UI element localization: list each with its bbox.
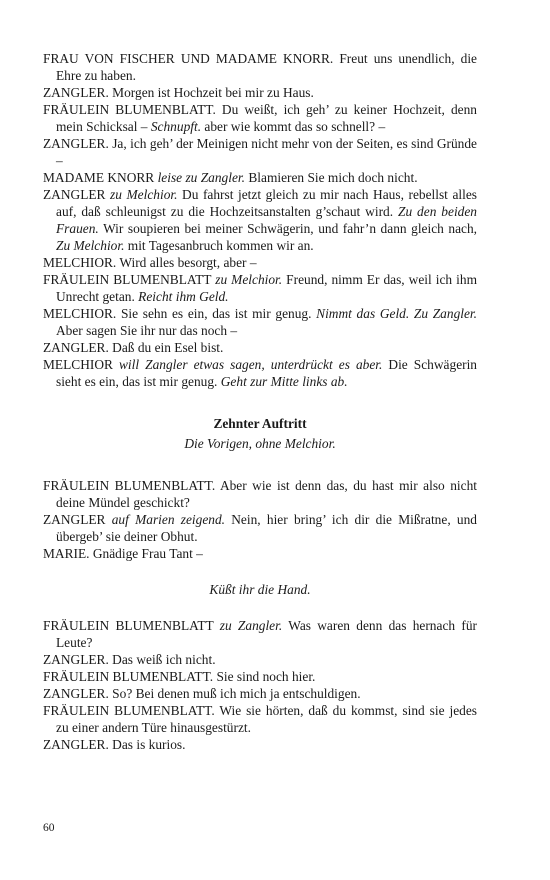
dialogue-text: ZANGLER (43, 512, 112, 527)
stage-direction-inline: Zu Melchior. (56, 238, 125, 253)
dialogue-text: MARIE. Gnädige Frau Tant – (43, 546, 203, 561)
scene-heading: Zehnter Auftritt (213, 416, 307, 431)
stage-direction-inline: will Zangler etwas sagen, unterdrückt es aber. (118, 357, 383, 372)
dialogue-line (43, 356, 477, 390)
dialogue-line (43, 169, 477, 186)
dialogue-line (43, 50, 477, 84)
dialogue-text: ZANGLER. Daß du ein Esel bist. (43, 340, 224, 355)
stage-direction-inline: leise zu Zangler. (157, 170, 245, 185)
dialogue-block-3 (43, 617, 477, 753)
dialogue-line (43, 511, 477, 545)
dialogue-text: FRÄULEIN BLUMENBLATT (43, 272, 216, 287)
dialogue-text: FRÄULEIN BLUMENBLATT. Wie sie hörten, daß du kommst, sind sie jedes zu einer andern Türe hinausgestürzt. (43, 703, 477, 735)
dialogue-text: Freund, nimm Er das, weil ich ihm Unrecht getan. (56, 272, 477, 304)
dialogue-line (43, 271, 477, 305)
page-body (43, 50, 477, 753)
dialogue-line (43, 702, 477, 736)
dialogue-text: ZANGLER (43, 187, 111, 202)
dialogue-line (43, 477, 477, 511)
dialogue-text: aber wie kommt das so schnell? – (201, 119, 386, 134)
dialogue-line (43, 617, 477, 651)
dialogue-text: MELCHIOR. Sie sehn es ein, das ist mir genug. (43, 306, 317, 321)
dialogue-line (43, 84, 477, 101)
stage-direction-inline: zu Zangler. (219, 618, 283, 633)
dialogue-line (43, 339, 477, 356)
dialogue-text: Blamieren Sie mich doch nicht. (245, 170, 418, 185)
stage-direction-inline: Nimmt das Geld. Zu Zangler. (316, 306, 478, 321)
dialogue-text: ZANGLER. Das is kurios. (43, 737, 186, 752)
dialogue-text: FRÄULEIN BLUMENBLATT. Du weißt, ich geh’ zu keiner Hochzeit, denn mein Schicksal – (43, 102, 477, 134)
stage-direction-inline: Schnupft. (150, 119, 202, 134)
dialogue-text: Aber sagen Sie ihr nur das noch – (56, 323, 238, 338)
dialogue-text: MELCHIOR. Wird alles besorgt, aber – (43, 255, 257, 270)
dialogue-line (43, 668, 477, 685)
dialogue-line (43, 135, 477, 169)
dialogue-line (43, 186, 477, 254)
dialogue-line (43, 305, 477, 339)
dialogue-line (43, 651, 477, 668)
dialogue-text: ZANGLER. Das weiß ich nicht. (43, 652, 216, 667)
dialogue-text: MADAME KNORR (43, 170, 158, 185)
dialogue-text: FRÄULEIN BLUMENBLATT (43, 618, 220, 633)
dialogue-line (43, 254, 477, 271)
dialogue-text: Du fahrst jetzt gleich zu mir nach Haus, rebellst alles auf, daß schleunigst zu die Hochzeitsanstalten g’schaut wird. (56, 187, 477, 219)
dialogue-line (43, 736, 477, 753)
stage-direction-inline: zu Melchior. (110, 187, 178, 202)
dialogue-line (43, 685, 477, 702)
dialogue-block-2 (43, 477, 477, 562)
stage-direction-inline: zu Melchior. (215, 272, 283, 287)
dialogue-text: Was waren denn das hernach für Leute? (56, 618, 477, 650)
dialogue-text: FRÄULEIN BLUMENBLATT. Sie sind noch hier. (43, 669, 316, 684)
dialogue-line (43, 101, 477, 135)
dialogue-text: FRÄULEIN BLUMENBLATT. Aber wie ist denn das, du hast mir also nicht deine Mündel geschickt? (43, 478, 477, 510)
dialogue-text: MELCHIOR (43, 357, 119, 372)
dialogue-text: ZANGLER. So? Bei denen muß ich mich ja entschuldigen. (43, 686, 361, 701)
dialogue-line (43, 545, 477, 562)
stage-direction-inline: auf Marien zeigend. (111, 512, 226, 527)
dialogue-text: mit Tagesanbruch kommen wir an. (124, 238, 314, 253)
dialogue-text: Die Schwägerin sieht es ein, das ist mir genug. (56, 357, 478, 389)
dialogue-text: Wir soupieren bei meiner Schwägerin, und fahr’n dann gleich nach, (98, 221, 477, 236)
dialogue-block-1 (43, 50, 477, 390)
page-number: 60 (43, 822, 55, 834)
stage-direction: Küßt ihr die Hand. (209, 582, 311, 597)
dialogue-text: ZANGLER. Morgen ist Hochzeit bei mir zu Haus. (43, 85, 314, 100)
dialogue-text: Nein, hier bring’ ich dir die Mißratne, und übergeb’ sie deiner Obhut. (56, 512, 477, 544)
scene-cast-note: Die Vorigen, ohne Melchior. (184, 436, 336, 451)
dialogue-text: ZANGLER. Ja, ich geh’ der Meinigen nicht mehr von der Seiten, es sind Gründe – (43, 136, 477, 168)
stage-direction-inline: Geht zur Mitte links ab. (220, 374, 348, 389)
dialogue-text: FRAU VON FISCHER UND MADAME KNORR. Freut uns unendlich, die Ehre zu haben. (43, 51, 477, 83)
stage-direction-inline: Zu den beiden Frauen. (56, 204, 477, 236)
stage-direction-inline: Reicht ihm Geld. (138, 289, 229, 304)
